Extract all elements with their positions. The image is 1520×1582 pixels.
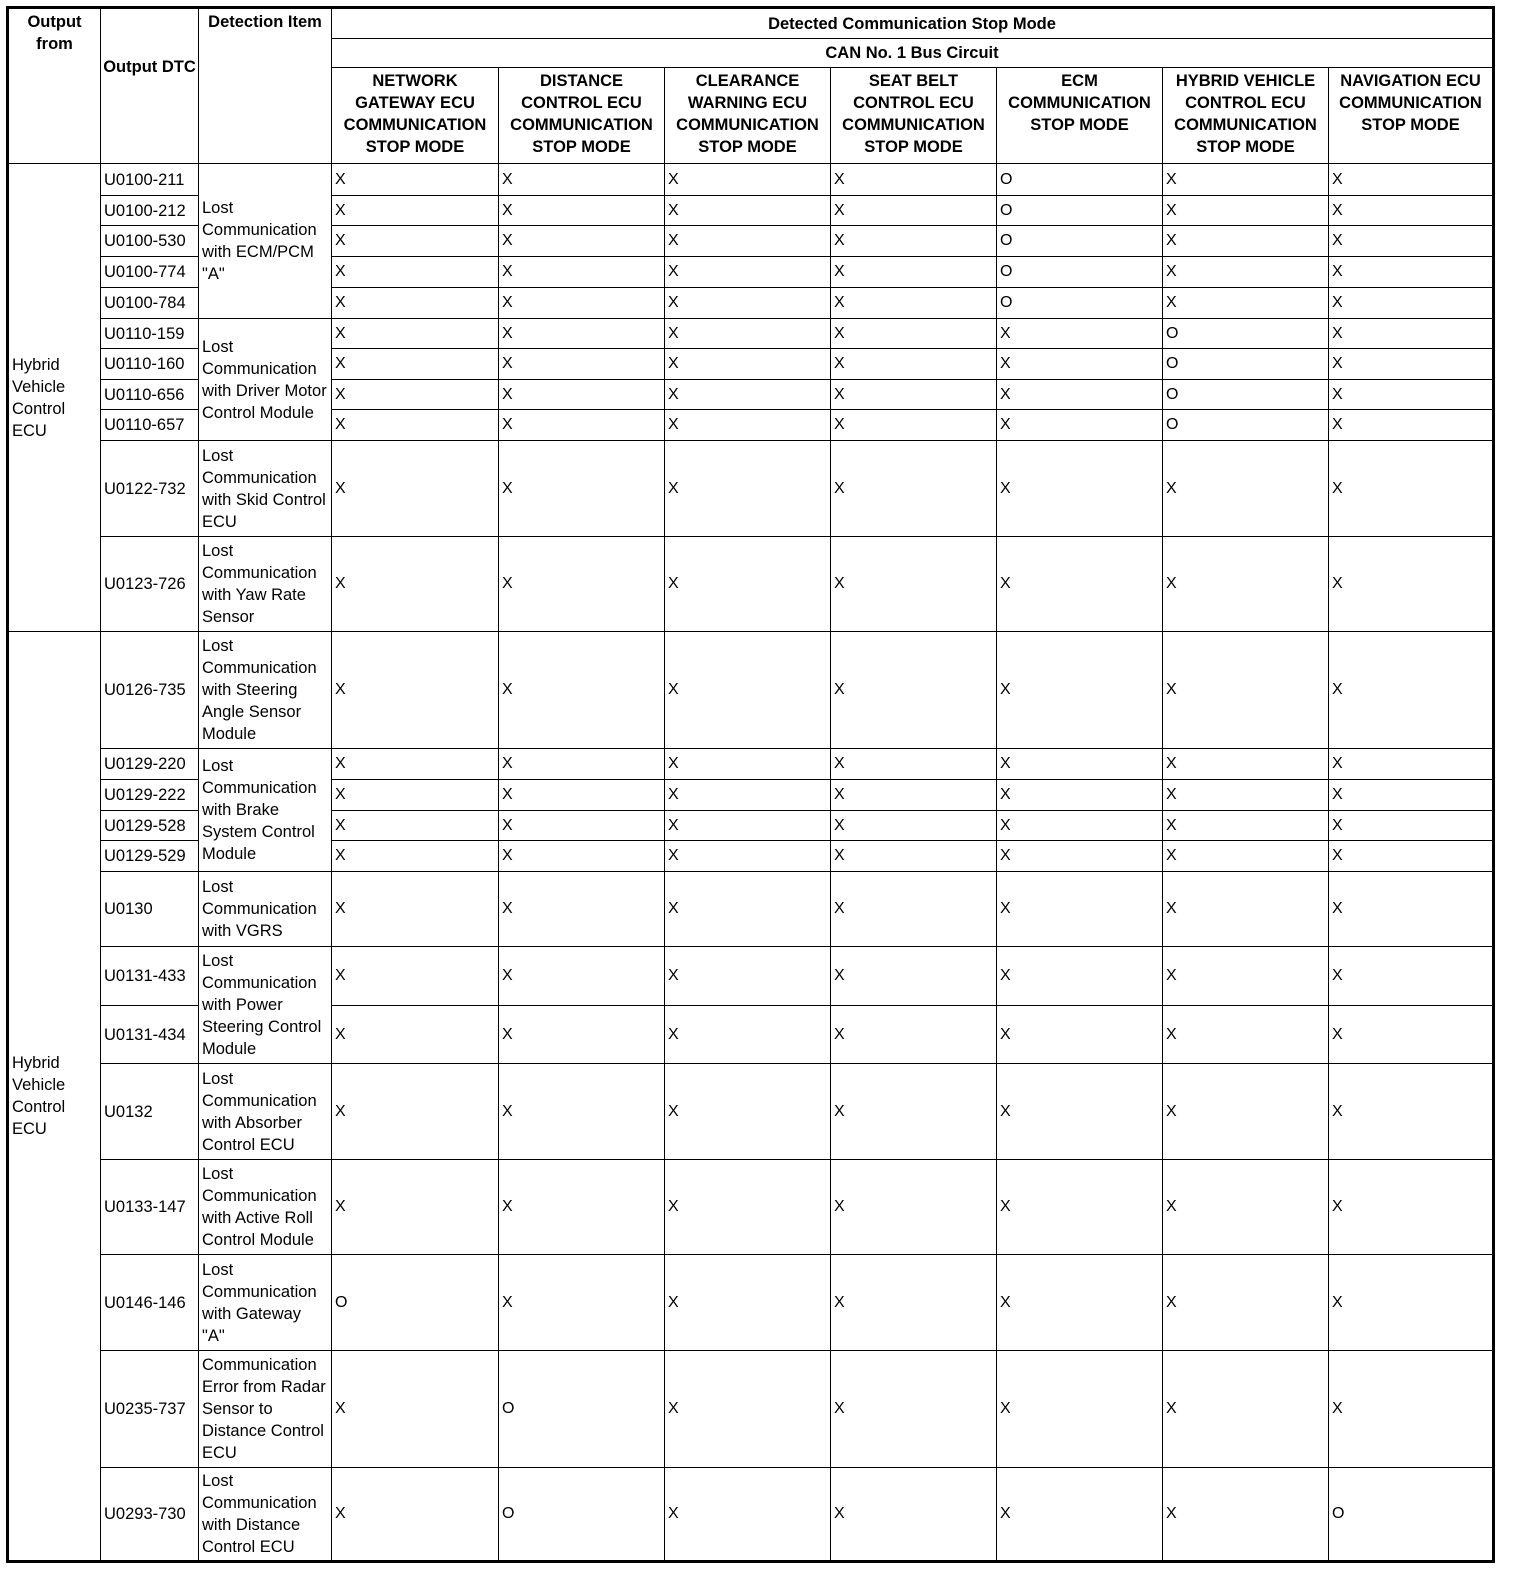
mark-x: X	[499, 1160, 665, 1255]
dtc-cell: U0110-160	[101, 349, 199, 380]
mark-x: X	[997, 1351, 1163, 1468]
mark-x: X	[332, 780, 499, 811]
mark-x: X	[332, 841, 499, 872]
mark-x: X	[997, 749, 1163, 780]
table-row	[8, 632, 1494, 749]
mark-x: X	[997, 319, 1163, 349]
mark-x: X	[665, 1255, 831, 1351]
mark-x: X	[997, 811, 1163, 841]
mark-x: X	[499, 226, 665, 257]
mark-x: X	[1329, 632, 1494, 749]
mark-x: X	[499, 441, 665, 537]
mark-x: X	[1163, 872, 1329, 947]
mark-x: X	[1329, 196, 1494, 226]
table-row	[8, 947, 1494, 1006]
mark-x: X	[1329, 872, 1494, 947]
header-mode-5: HYBRID VEHICLE CONTROL ECU COMMUNICATION STOP MODE	[1163, 68, 1329, 164]
mark-x: X	[831, 226, 997, 257]
mark-x: X	[332, 872, 499, 947]
mark-x: X	[332, 196, 499, 226]
dtc-cell: U0110-657	[101, 410, 199, 441]
mark-x: X	[665, 410, 831, 441]
dtc-cell: U0129-528	[101, 811, 199, 841]
mark-x: X	[499, 841, 665, 872]
mark-x: X	[499, 257, 665, 288]
mark-x: X	[332, 947, 499, 1006]
mark-x: X	[1329, 410, 1494, 441]
detection-item-cell: Lost Communication with Absorber Control ECU	[199, 1064, 332, 1160]
mark-x: X	[332, 632, 499, 749]
mark-x: X	[499, 780, 665, 811]
mark-circle: O	[997, 226, 1163, 257]
dtc-cell: U0293-730	[101, 1468, 199, 1562]
detection-item-cell: Lost Communication with VGRS	[199, 872, 332, 947]
header-detected-mode: Detected Communication Stop Mode	[332, 8, 1494, 39]
mark-x: X	[997, 841, 1163, 872]
dtc-cell: U0131-433	[101, 947, 199, 1006]
mark-x: X	[499, 811, 665, 841]
table-row	[8, 441, 1494, 537]
mark-x: X	[1329, 841, 1494, 872]
mark-x: X	[665, 196, 831, 226]
mark-x: X	[665, 841, 831, 872]
mark-x: X	[332, 537, 499, 632]
output-from-cell: Hybrid Vehicle Control ECU	[8, 632, 101, 1562]
mark-x: X	[831, 288, 997, 319]
header-output-from: Output from	[8, 8, 101, 164]
dtc-cell: U0126-735	[101, 632, 199, 749]
mark-x: X	[1163, 1351, 1329, 1468]
mark-x: X	[1163, 226, 1329, 257]
mark-x: X	[1163, 811, 1329, 841]
mark-x: X	[1329, 257, 1494, 288]
mark-x: X	[997, 1468, 1163, 1562]
table-row	[8, 1468, 1494, 1562]
mark-x: X	[831, 1255, 997, 1351]
mark-x: X	[1329, 1006, 1494, 1064]
dtc-cell: U0100-774	[101, 257, 199, 288]
detection-item-cell: Lost Communication with ECM/PCM "A"	[199, 164, 332, 319]
mark-x: X	[1163, 947, 1329, 1006]
header-mode-4: ECM COMMUNICATION STOP MODE	[997, 68, 1163, 164]
mark-x: X	[1329, 349, 1494, 380]
mark-x: X	[997, 380, 1163, 410]
mark-x: X	[1329, 441, 1494, 537]
mark-x: X	[997, 537, 1163, 632]
mark-x: X	[831, 1351, 997, 1468]
detection-item-cell: Lost Communication with Active Roll Control Module	[199, 1160, 332, 1255]
dtc-cell: U0123-726	[101, 537, 199, 632]
table-row	[8, 1255, 1494, 1351]
mark-x: X	[997, 1160, 1163, 1255]
header-mode-1: DISTANCE CONTROL ECU COMMUNICATION STOP MODE	[499, 68, 665, 164]
mark-x: X	[499, 410, 665, 441]
mark-x: X	[1163, 288, 1329, 319]
mark-x: X	[499, 749, 665, 780]
table-row	[8, 1160, 1494, 1255]
mark-x: X	[1329, 319, 1494, 349]
mark-x: X	[1329, 380, 1494, 410]
mark-x: X	[665, 1160, 831, 1255]
mark-x: X	[997, 349, 1163, 380]
table-row	[8, 1351, 1494, 1468]
mark-x: X	[1329, 811, 1494, 841]
mark-x: X	[1329, 1255, 1494, 1351]
mark-circle: O	[997, 288, 1163, 319]
mark-circle: O	[997, 164, 1163, 196]
mark-x: X	[665, 164, 831, 196]
mark-x: X	[499, 319, 665, 349]
mark-x: X	[997, 1064, 1163, 1160]
mark-x: X	[499, 288, 665, 319]
mark-x: X	[997, 632, 1163, 749]
mark-x: X	[831, 632, 997, 749]
mark-x: X	[997, 1006, 1163, 1064]
dtc-cell: U0110-656	[101, 380, 199, 410]
dtc-cell: U0100-530	[101, 226, 199, 257]
mark-x: X	[1329, 537, 1494, 632]
mark-circle: O	[1163, 410, 1329, 441]
dtc-cell: U0132	[101, 1064, 199, 1160]
mark-x: X	[665, 1064, 831, 1160]
table-row	[8, 749, 1494, 780]
mark-x: X	[499, 537, 665, 632]
table-row	[8, 872, 1494, 947]
mark-x: X	[1329, 164, 1494, 196]
header-mode-3: SEAT BELT CONTROL ECU COMMUNICATION STOP MODE	[831, 68, 997, 164]
mark-x: X	[665, 811, 831, 841]
detection-item-cell: Communication Error from Radar Sensor to Distance Control ECU	[199, 1351, 332, 1468]
mark-x: X	[665, 749, 831, 780]
mark-circle: O	[332, 1255, 499, 1351]
mark-x: X	[997, 410, 1163, 441]
dtc-cell: U0129-529	[101, 841, 199, 872]
mark-circle: O	[1163, 319, 1329, 349]
dtc-cell: U0122-732	[101, 441, 199, 537]
mark-x: X	[499, 872, 665, 947]
mark-x: X	[831, 1064, 997, 1160]
mark-x: X	[1163, 257, 1329, 288]
header-output-dtc: Output DTC	[101, 8, 199, 164]
mark-x: X	[1163, 1468, 1329, 1562]
dtc-communication-stop-mode-table	[6, 6, 1495, 1563]
mark-x: X	[831, 196, 997, 226]
table-row	[8, 1064, 1494, 1160]
mark-x: X	[1163, 537, 1329, 632]
mark-circle: O	[1163, 349, 1329, 380]
mark-x: X	[499, 164, 665, 196]
dtc-cell: U0100-212	[101, 196, 199, 226]
mark-x: X	[499, 380, 665, 410]
mark-x: X	[499, 1006, 665, 1064]
mark-x: X	[831, 349, 997, 380]
mark-x: X	[997, 872, 1163, 947]
mark-x: X	[1163, 441, 1329, 537]
mark-x: X	[665, 380, 831, 410]
mark-x: X	[332, 380, 499, 410]
mark-x: X	[997, 1255, 1163, 1351]
mark-x: X	[665, 441, 831, 537]
mark-x: X	[499, 349, 665, 380]
dtc-cell: U0133-147	[101, 1160, 199, 1255]
mark-x: X	[831, 1006, 997, 1064]
mark-x: X	[831, 780, 997, 811]
mark-x: X	[332, 257, 499, 288]
mark-x: X	[665, 1351, 831, 1468]
table-row	[8, 319, 1494, 349]
header-detection-item: Detection Item	[199, 8, 332, 164]
mark-x: X	[1329, 1160, 1494, 1255]
mark-x: X	[831, 947, 997, 1006]
mark-x: X	[831, 164, 997, 196]
mark-x: X	[1163, 1255, 1329, 1351]
mark-circle: O	[499, 1468, 665, 1562]
mark-x: X	[1329, 1351, 1494, 1468]
mark-x: X	[1163, 841, 1329, 872]
mark-x: X	[831, 257, 997, 288]
mark-x: X	[1163, 1006, 1329, 1064]
mark-x: X	[831, 872, 997, 947]
mark-x: X	[332, 1160, 499, 1255]
mark-x: X	[831, 1468, 997, 1562]
mark-x: X	[665, 632, 831, 749]
mark-x: X	[1329, 288, 1494, 319]
mark-x: X	[665, 780, 831, 811]
mark-x: X	[1163, 164, 1329, 196]
mark-x: X	[332, 226, 499, 257]
mark-x: X	[332, 1006, 499, 1064]
mark-x: X	[1329, 780, 1494, 811]
mark-x: X	[499, 1064, 665, 1160]
mark-x: X	[665, 947, 831, 1006]
mark-x: X	[1163, 632, 1329, 749]
mark-x: X	[1163, 1160, 1329, 1255]
detection-item-cell: Lost Communication with Brake System Control Module	[199, 749, 332, 872]
mark-x: X	[499, 196, 665, 226]
dtc-cell: U0100-784	[101, 288, 199, 319]
dtc-cell: U0129-220	[101, 749, 199, 780]
mark-x: X	[665, 872, 831, 947]
header-bus-circuit: CAN No. 1 Bus Circuit	[332, 39, 1494, 68]
detection-item-cell: Lost Communication with Gateway "A"	[199, 1255, 332, 1351]
detection-item-cell: Lost Communication with Yaw Rate Sensor	[199, 537, 332, 632]
mark-x: X	[831, 380, 997, 410]
mark-x: X	[665, 257, 831, 288]
mark-x: X	[831, 441, 997, 537]
mark-x: X	[332, 441, 499, 537]
mark-x: X	[831, 749, 997, 780]
mark-x: X	[1329, 947, 1494, 1006]
table-row	[8, 164, 1494, 196]
mark-x: X	[831, 319, 997, 349]
header-mode-2: CLEARANCE WARNING ECU COMMUNICATION STOP MODE	[665, 68, 831, 164]
mark-x: X	[332, 1064, 499, 1160]
detection-item-cell: Lost Communication with Power Steering Control Module	[199, 947, 332, 1064]
header-mode-6: NAVIGATION ECU COMMUNICATION STOP MODE	[1329, 68, 1494, 164]
dtc-cell: U0131-434	[101, 1006, 199, 1064]
mark-x: X	[1163, 196, 1329, 226]
mark-x: X	[665, 537, 831, 632]
dtc-cell: U0130	[101, 872, 199, 947]
mark-x: X	[665, 226, 831, 257]
dtc-cell: U0100-211	[101, 164, 199, 196]
detection-item-cell: Lost Communication with Skid Control ECU	[199, 441, 332, 537]
mark-x: X	[1329, 1064, 1494, 1160]
dtc-cell: U0235-737	[101, 1351, 199, 1468]
table-row	[8, 537, 1494, 632]
mark-circle: O	[499, 1351, 665, 1468]
dtc-cell: U0129-222	[101, 780, 199, 811]
mark-x: X	[831, 410, 997, 441]
mark-x: X	[1163, 1064, 1329, 1160]
mark-x: X	[665, 288, 831, 319]
mark-x: X	[665, 349, 831, 380]
mark-x: X	[1329, 749, 1494, 780]
dtc-cell: U0146-146	[101, 1255, 199, 1351]
mark-circle: O	[1329, 1468, 1494, 1562]
mark-x: X	[332, 1468, 499, 1562]
mark-x: X	[499, 947, 665, 1006]
dtc-cell: U0110-159	[101, 319, 199, 349]
mark-circle: O	[1163, 380, 1329, 410]
mark-x: X	[997, 441, 1163, 537]
mark-x: X	[1163, 749, 1329, 780]
mark-x: X	[332, 811, 499, 841]
mark-x: X	[332, 410, 499, 441]
mark-x: X	[831, 537, 997, 632]
mark-x: X	[831, 1160, 997, 1255]
mark-x: X	[665, 1006, 831, 1064]
output-from-cell: Hybrid Vehicle Control ECU	[8, 164, 101, 632]
detection-item-cell: Lost Communication with Driver Motor Control Module	[199, 319, 332, 441]
mark-circle: O	[997, 196, 1163, 226]
mark-x: X	[332, 288, 499, 319]
mark-x: X	[1329, 226, 1494, 257]
mark-x: X	[1163, 780, 1329, 811]
mark-x: X	[831, 811, 997, 841]
header-mode-0: NETWORK GATEWAY ECU COMMUNICATION STOP MODE	[332, 68, 499, 164]
mark-x: X	[499, 632, 665, 749]
mark-x: X	[332, 164, 499, 196]
mark-x: X	[997, 947, 1163, 1006]
mark-x: X	[997, 780, 1163, 811]
mark-x: X	[665, 1468, 831, 1562]
mark-x: X	[332, 749, 499, 780]
detection-item-cell: Lost Communication with Distance Control ECU	[199, 1468, 332, 1562]
mark-x: X	[332, 349, 499, 380]
mark-x: X	[332, 1351, 499, 1468]
mark-circle: O	[997, 257, 1163, 288]
mark-x: X	[665, 319, 831, 349]
mark-x: X	[499, 1255, 665, 1351]
detection-item-cell: Lost Communication with Steering Angle Sensor Module	[199, 632, 332, 749]
mark-x: X	[831, 841, 997, 872]
mark-x: X	[332, 319, 499, 349]
